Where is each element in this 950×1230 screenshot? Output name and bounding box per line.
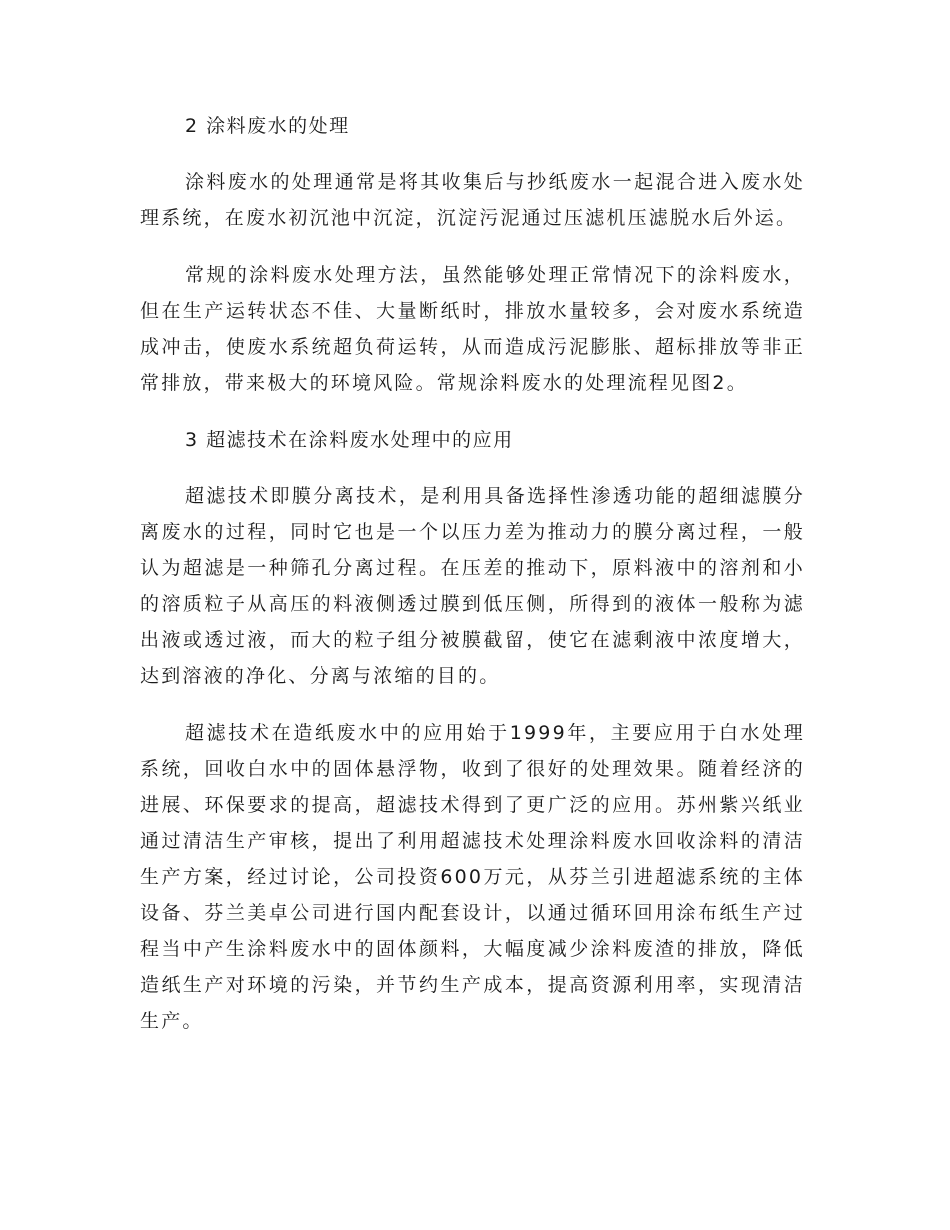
paragraph-3-1: 超滤技术即膜分离技术，是利用具备选择性渗透功能的超细滤膜分离废水的过程，同时它也是一个以压力差为推动力的膜分离过程，一般认为超滤是一种筛孔分离过程。在压差的推动下，原料液中的溶剂和小的溶质粒子从高压的料液侧透过膜到低压侧，所得到的液体一般称为滤出液或透过液，而大的粒子组分被膜截留，使它在滤剩液中浓度增大，达到溶液的净化、分离与浓缩的目的。 <box>140 485 805 687</box>
paragraph-2-1: 涂料废水的处理通常是将其收集后与抄纸废水一起混合进入废水处理系统，在废水初沉池中沉淀，沉淀污泥通过压滤机压滤脱水后外运。 <box>140 171 805 229</box>
paragraph-3-2: 超滤技术在造纸废水中的应用始于1999年，主要应用于白水处理系统，回收白水中的固体悬浮物，收到了很好的处理效果。随着经济的进展、环保要求的提高，超滤技术得到了更广泛的应用。苏州紫兴纸业通过清洁生产审核，提出了利用超滤技术处理涂料废水回收涂料的清洁生产方案，经过讨论，公司投资600万元，从芬兰引进超滤系统的主体设备、芬兰美卓公司进行国内配套设计，以通过循环回用涂布纸生产过程当中产生涂料废水中的固体颜料，大幅度减少涂料废渣的排放，降低造纸生产对环境的污染，并节约生产成本，提高资源利用率，实现清洁生产。 <box>140 722 805 1032</box>
paragraph-2-2: 常规的涂料废水处理方法，虽然能够处理正常情况下的涂料废水，但在生产运转状态不佳、大量断纸时，排放水量较多，会对废水系统造成冲击，使废水系统超负荷运转，从而造成污泥膨胀、超标排放等非正常排放，带来极大的环境风险。常规涂料废水的处理流程见图2。 <box>140 264 805 394</box>
section-heading-3: 3 超滤技术在涂料废水处理中的应用 <box>185 429 514 451</box>
document-page <box>140 108 805 1060</box>
section-heading-2: 2 涂料废水的处理 <box>185 115 350 137</box>
